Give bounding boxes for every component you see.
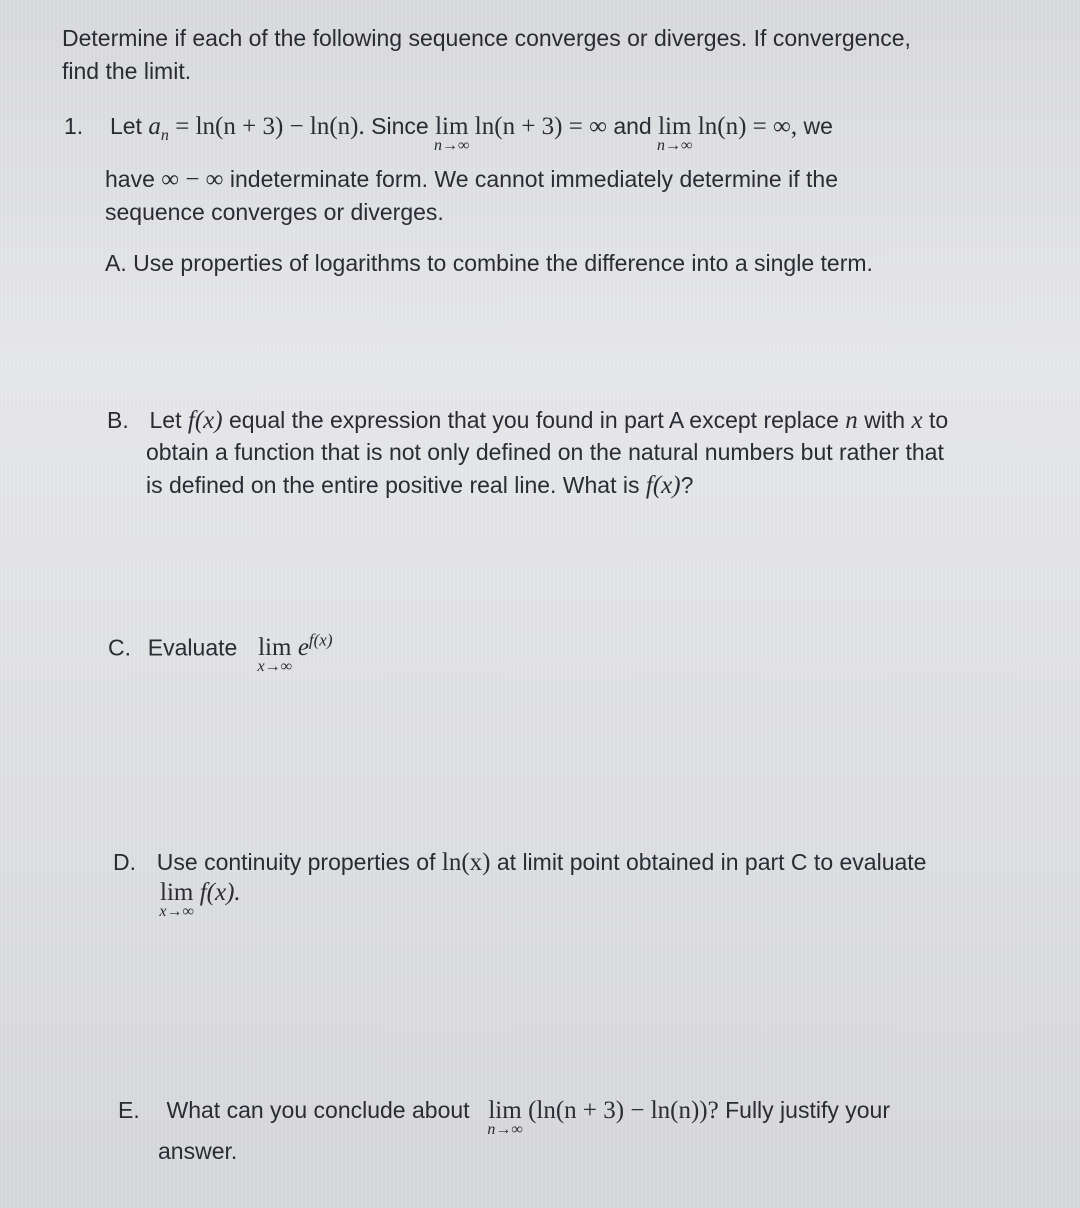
problem-1-line-3: sequence converges or diverges. (105, 199, 444, 225)
limit-d: lim x→∞ (159, 879, 194, 920)
part-a (105, 247, 873, 280)
intro-line-1: Determine if each of the following sequence converges or diverges. If convergence, (62, 25, 911, 51)
let-text: Let (109, 113, 142, 139)
part-b-line-3: is defined on the entire positive real line. What is f(x)? (146, 472, 694, 499)
part-b-line-2: obtain a function that is not only defined on the natural numbers but rather that (146, 439, 944, 465)
limit-e: lim n→∞ (487, 1097, 523, 1138)
limit-1: lim n→∞ (434, 113, 470, 154)
part-a-text: Use properties of logarithms to combine the difference into a single term. (133, 250, 873, 276)
part-c-label: C. (108, 634, 131, 661)
exponential-term: $e^{f(x)}$ (297, 631, 333, 662)
part-b-label: B. (107, 407, 129, 433)
problem-1-line-1 (64, 110, 833, 152)
limit-1-expression: ln(n + 3) = ∞ (474, 113, 607, 140)
limit-2: lim n→∞ (657, 113, 693, 154)
problem-number: 1. (64, 113, 84, 139)
part-d-label: D. (113, 849, 136, 875)
sequence-term: $a_n$ (148, 113, 169, 144)
part-e-label: E. (118, 1097, 140, 1123)
intro-line-2: find the limit. (62, 58, 192, 84)
limit-2-expression: ln(n) = ∞, (697, 113, 798, 140)
limit-c: lim x→∞ (257, 634, 293, 676)
indeterminate-form: ∞ − ∞ (161, 166, 224, 193)
part-a-label: A. (105, 250, 127, 276)
part-e-line-1: E. What can you conclude about lim n→∞ (ln(n + 3) − ln(n))? Fully justify your (118, 1094, 890, 1127)
we-text: we (803, 113, 833, 139)
part-b-line-1: B. Let f(x) equal the expression that you found in part A except replace n with x to (107, 407, 949, 434)
since-text: Since (371, 113, 429, 139)
ln-x-term: ln(x) (441, 849, 491, 876)
and-text: and (613, 113, 652, 139)
limit-e-expression: (ln(n + 3) − ln(n))? (528, 1097, 719, 1124)
fx-term: f(x) (187, 407, 223, 434)
problem-1-line-2: have ∞ − ∞ indeterminate form. We cannot immediately determine if the (105, 166, 838, 193)
part-e-line-2: answer. (158, 1138, 238, 1164)
part-d-line-1: D. Use continuity properties of ln(x) at limit point obtained in part C to evaluate (113, 849, 927, 876)
part-d-line-2: lim x→∞ f(x). (160, 876, 241, 909)
sequence-definition: = ln(n + 3) − ln(n). (175, 113, 365, 140)
part-c: C. Evaluate lim x→∞ $e^{f(x)}$ (108, 631, 333, 676)
